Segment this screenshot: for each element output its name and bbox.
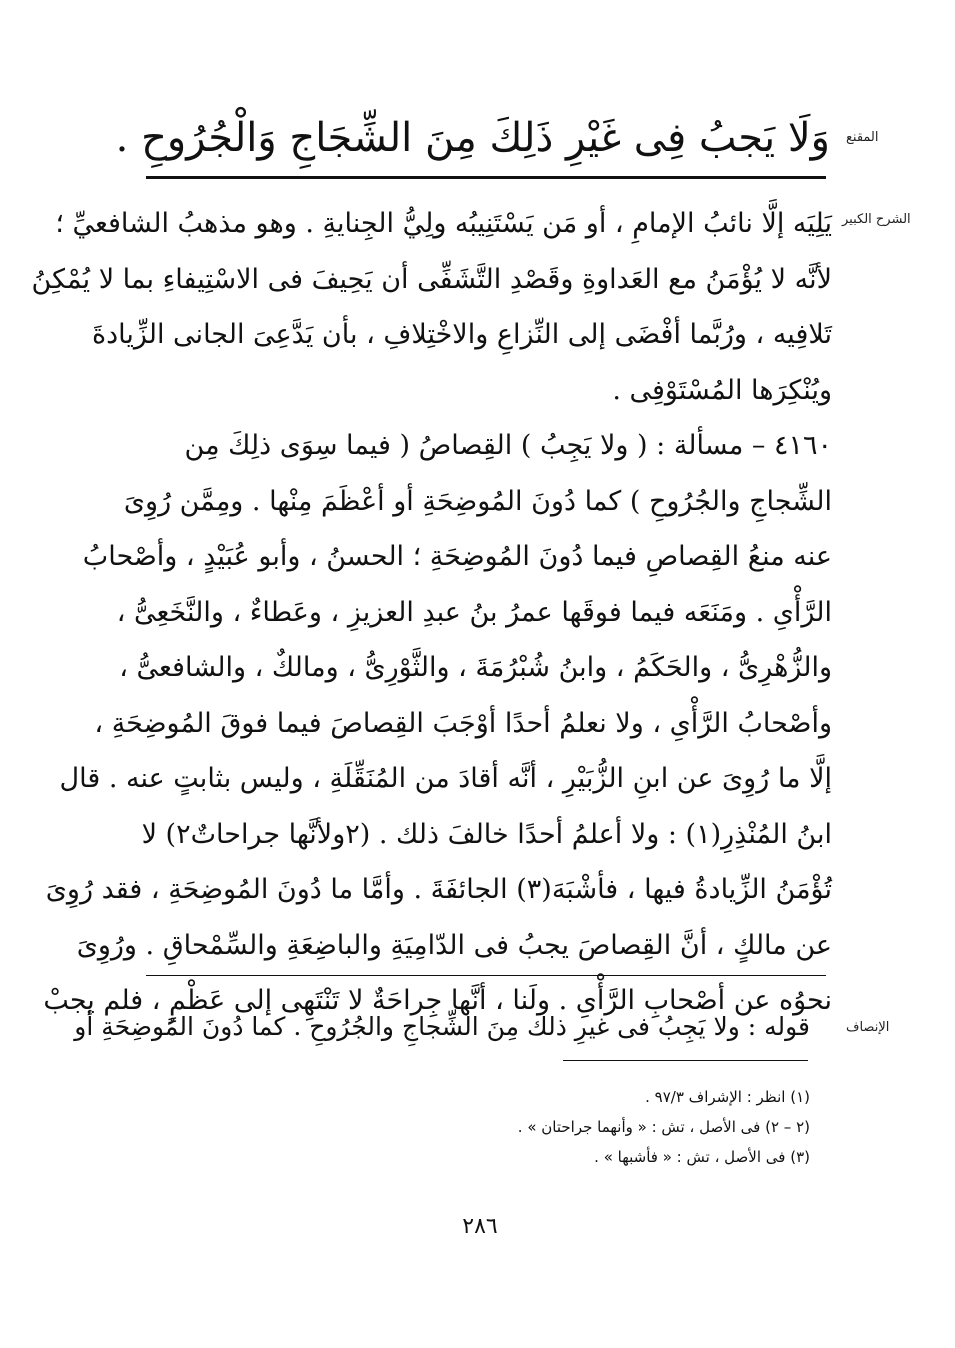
- divider-thick: [146, 176, 826, 179]
- footnote-item: (٣) فى الأصل ، تش : « فأشبها » .: [594, 1148, 810, 1166]
- masala-line: عن مالكٍ ، أنَّ القِصاصَ يجبُ فى الدّامِيَةِ والباضِعَةِ والسِّمْحاقِ . ورُوِىَ: [76, 929, 832, 961]
- masala-line: الشِّجاجِ والجُرُوحِ ) كما دُونَ المُوضِحَةِ أو أعْظَمَ مِنْها . ومِمَّن رُوِىَ: [123, 485, 832, 517]
- footnotes: [470, 1082, 810, 1172]
- label-sharh: الشرح الكبير: [842, 212, 911, 227]
- masala-paragraph: [43, 418, 832, 1029]
- masala-line: نحوُه عن أصْحابِ الرَّأْىِ . ولَنا ، أنَّها جِراحَةٌ لا تَنْتَهِى إلى عَظْمٍ ، فلم يجبْ: [43, 985, 832, 1016]
- page-number: ٢٨٦: [462, 1214, 498, 1239]
- masala-line: تُؤْمَنُ الزِّيادةُ فيها ، فأشْبَهَ(٣) الجائفَةَ . وأمَّا ما دُونَ المُوضِحَةِ ، فقد رُوِىَ: [45, 874, 832, 905]
- masala-line: إلَّا ما رُوِىَ عن ابنِ الزُّبَيْرِ ، أنَّه أقادَ من المُنَقِّلَةِ ، وليس بثابتٍ عنه . قال: [59, 763, 832, 794]
- footnote-item: (١) انظر : الإشراف ٩٧/٣ .: [645, 1088, 810, 1106]
- sharh-line: يَلِيَه إلَّا نائبُ الإمامِ ، أو مَن يَسْتَنِيبُه ولِيُّ الجِنايةِ . وهو مذهبُ الشافعيِّ ؛: [55, 208, 832, 239]
- masala-line: والزُّهْرِىُّ ، والحَكَمُ ، وابنُ شُبْرُمَةَ ، والثَّوْرِىُّ ، ومالكٌ ، والشافعىُّ ،: [119, 652, 832, 683]
- label-insaf: الإنصاف: [846, 1020, 890, 1035]
- footnote-separator: [563, 1060, 808, 1061]
- divider-thin: [146, 975, 826, 976]
- footnote-item: (٢ – ٢) فى الأصل ، تش : « وأنهما جراحتان » .: [517, 1118, 810, 1136]
- sharh-line: ويُنْكِرَها المُسْتَوْفِى .: [612, 374, 832, 406]
- masala-line: عنه منعُ القِصاصِ فيما دُونَ المُوضِحَةِ ؛ الحسنُ ، وأبو عُبَيْدٍ ، وأصْحابُ: [82, 541, 832, 572]
- sharh-paragraph: [31, 196, 832, 418]
- masala-line: الرَّأْىِ . ومَنَعَه فيما فوقَها عمرُ بنُ عبدِ العزيزِ ، وعَطاءٌ ، والنَّخَعِىُّ ،: [116, 596, 832, 628]
- sharh-line: لأنَّه لا يُؤْمَنُ مع العَداوةِ وقَصْدِ التَّشَفِّى أن يَحِيفَ فى الاسْتِيفاءِ بما لا يُمْكِنُ: [31, 263, 832, 295]
- masala-line: ٤١٦٠ – مسألة : ( ولا يَجِبُ ) القِصاصُ ( فيما سِوَى ذلِكَ مِن: [184, 430, 832, 461]
- insaf-text: قوله : ولا يَجِبُ فى غيرِ ذلك مِنَ الشِّجاجِ والجُرُوحِ . كما دُونَ المُوضِحَةِ أو: [74, 1012, 810, 1041]
- sharh-line: تَلافِيه ، ورُبَّما أفْضَى إلى النِّزاعِ والاخْتِلافِ ، بأن يَدَّعِىَ الجانى الزِّيادةَ: [91, 319, 832, 350]
- matn-text: وَلَا يَجبُ فِى غَيْرِ ذَلِكَ مِنَ الشِّجَاجِ وَالْجُرُوحِ .: [115, 115, 830, 161]
- label-muqni: المقنع: [846, 130, 879, 145]
- masala-line: وأصْحابُ الرَّأْىِ ، ولا نعلمُ أحدًا أوْجَبَ القِصاصَ فيما فوقَ المُوضِحَةِ ،: [94, 707, 832, 739]
- masala-line: ابنُ المُنْذِرِ(١) : ولا أعلمُ أحدًا خالفَ ذلك . (٢ولأنَّها جراحاتٌ٢) لا: [141, 818, 832, 850]
